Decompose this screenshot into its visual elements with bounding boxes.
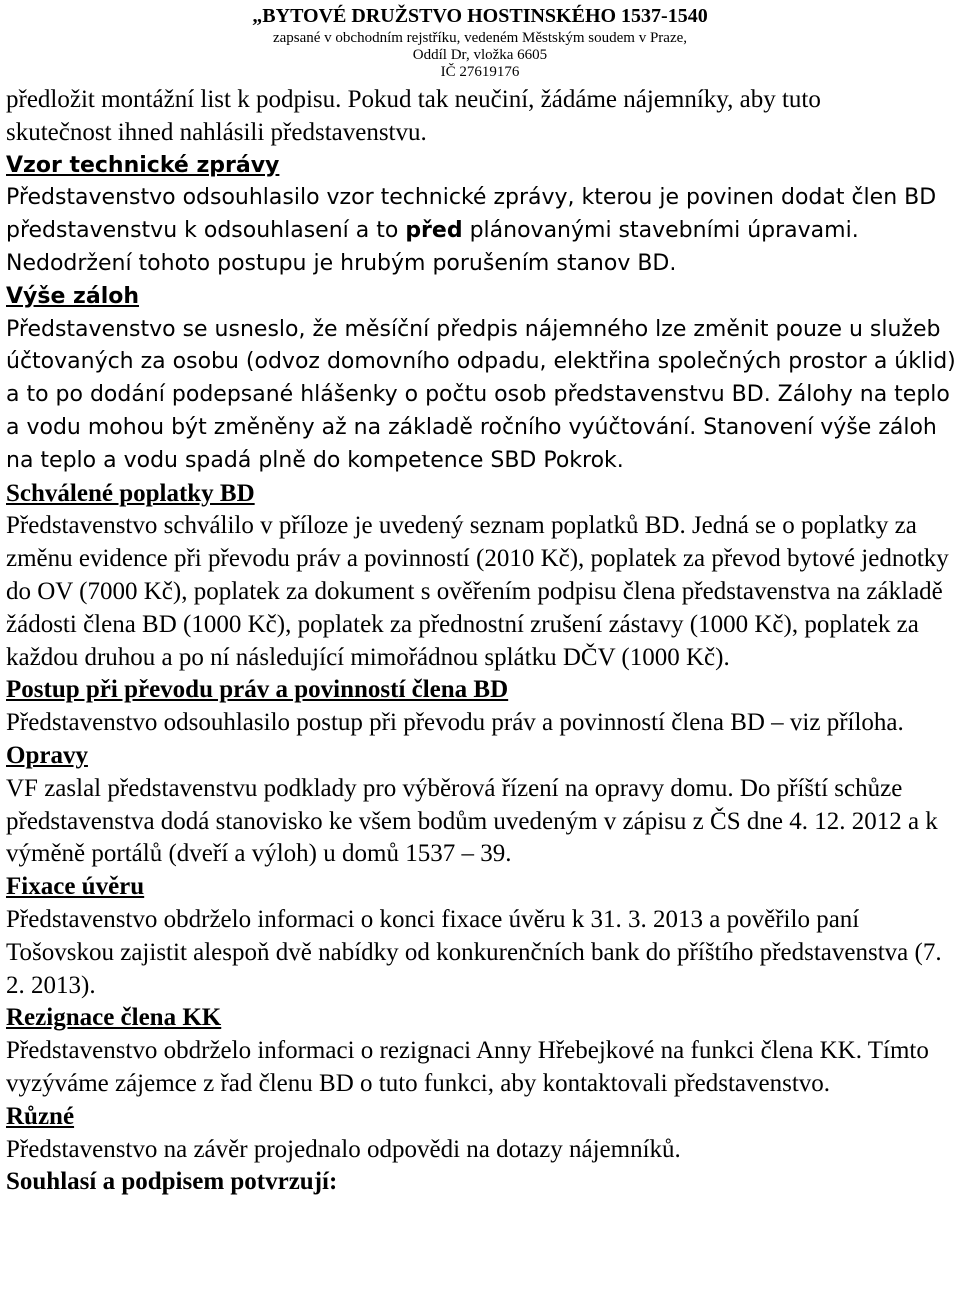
section-heading-resignation: Rezignace člena KK — [6, 1004, 222, 1032]
company-id: IČ 27619176 — [440, 64, 520, 80]
intro-line: skutečnost ihned nahlásili představenstvu. — [6, 118, 427, 146]
text-fragment: plánovanými stavebními úpravami. — [462, 218, 859, 244]
section-text-transfer: Představenstvo odsouhlasilo postup při převodu práv a povinností člena BD – viz příloha. — [6, 709, 904, 737]
section-heading-misc: Různé — [6, 1102, 75, 1130]
section-text-loan-fixation: Představenstvo obdrželo informaci o konci fixace úvěru k 31. 3. 2013 a pověřilo paní Tošovskou zajistit alespoň dvě nabídky od konkurenčních bank do příštího představenstva (7. 2. 2013). — [6, 905, 942, 999]
section-heading-loan-fixation: Fixace úvěru — [6, 873, 145, 901]
section-heading-fees: Schválené poplatky BD — [6, 479, 255, 507]
section-text-fees: Představenstvo schválilo v příloze je uvedený seznam poplatků BD. Jedná se o poplatky za změnu evidence při převodu práv a povinností (2010 Kč), poplatek za převod bytové jednotky do OV (7000 Kč), poplatek za dokument s ověřením podpisu člena představenstva na základě žádosti člena BD (1000 Kč), poplatek za přednostní zrušení zástavy (1000 Kč), poplatek za každou druhou a po ní následující mimořádnou splátku DČV (1000 Kč). — [6, 512, 949, 671]
section-text-deposits: Představenstvo se usneslo, že měsíční předpis nájemného lze změnit pouze u služeb účtovaných za osobu (odvoz domovního odpadu, elektřina společných prostor a úklid) a to po dodání podepsané hlášenky o počtu osob představenstvu BD. Zálohy na teplo a vodu mohou být změněny až na základě ročního vyúčtování. Stanovení výše záloh na teplo a vodu spadá plně do kompetence SBD Pokrok. — [6, 316, 956, 473]
section-text-technical-report-note: Nedodržení tohoto postupu je hrubým porušením stanov BD. — [6, 250, 677, 276]
signature-note: Souhlasí a podpisem potvrzují: — [6, 1168, 338, 1196]
section-heading-transfer: Postup při převodu práv a povinností člena BD — [6, 676, 509, 704]
intro-line: předložit montážní list k podpisu. Pokud tak neučiní, žádáme nájemníky, aby tuto — [6, 86, 821, 113]
text-fragment: Představenstvo odsouhlasilo vzor technické zprávy, kterou je povinen dodat člen BD představenstvu k odsouhlasení a to — [6, 185, 937, 244]
section-heading-repairs: Opravy — [6, 741, 88, 769]
section-heading-technical-report: Vzor technické zprávy — [6, 152, 280, 178]
organization-name: „BYTOVÉ DRUŽSTVO HOSTINSKÉHO 1537-1540 — [252, 5, 708, 27]
section-heading-deposits: Výše záloh — [6, 283, 140, 309]
registry-info: zapsané v obchodním rejstříku, vedeném Městským soudem v Praze, — [272, 30, 688, 46]
registry-section: Oddíl Dr, vložka 6605 — [412, 47, 548, 63]
emphasis-before: před — [405, 218, 463, 244]
section-text-repairs: VF zaslal představenstvu podklady pro výběrová řízení na opravy domu. Do příští schůze představenstva dodá stanovisko ke všem bodům uvedeným v zápisu z ČS dne 4. 12. 2012 a k výměně portálů (dveří a výloh) u domů 1537 – 39. — [6, 774, 938, 868]
section-text-misc: Představenstvo na závěr projednalo odpovědi na dotazy nájemníků. — [6, 1135, 681, 1163]
section-text-resignation: Představenstvo obdrželo informaci o rezignaci Anny Hřebejkové na funkci člena KK. Tímto vyzýváme zájemce z řad členu BD o tuto funkci, aby kontaktovali představenstvo. — [6, 1037, 929, 1097]
section-text-technical-report — [6, 182, 958, 248]
document-body — [6, 84, 958, 1199]
